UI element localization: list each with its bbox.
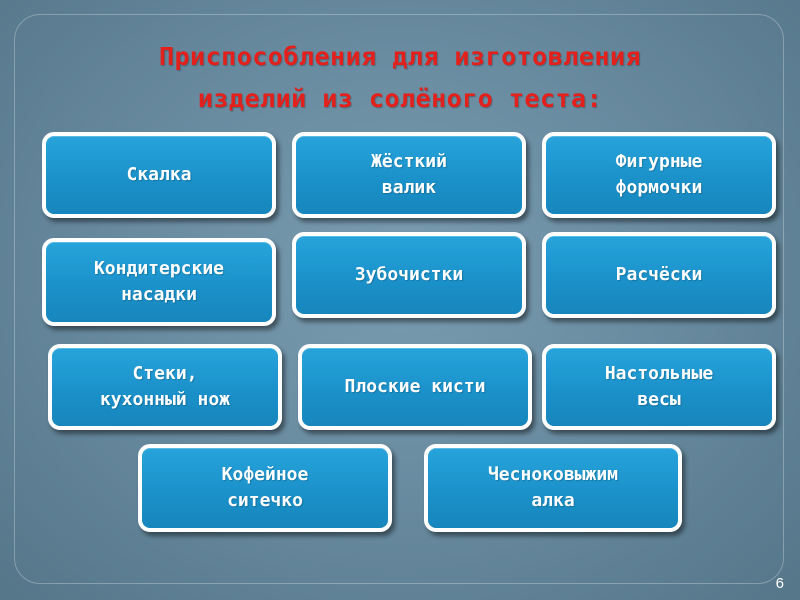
item-box-shaped-molds: Фигурные формочки <box>542 132 776 218</box>
item-box-coffee-strainer: Кофейное ситечко <box>138 444 392 532</box>
item-box-flat-brushes: Плоские кисти <box>298 344 532 430</box>
item-box-hard-roller: Жёсткий валик <box>292 132 526 218</box>
item-box-combs: Расчёски <box>542 232 776 318</box>
page-number: 6 <box>775 575 784 592</box>
item-box-table-scales: Настольные весы <box>542 344 776 430</box>
slide-title-line-2: изделий из солёного теста: <box>197 84 603 113</box>
item-box-toothpicks: Зубочистки <box>292 232 526 318</box>
slide-title-line-1: Приспособления для изготовления <box>158 42 642 71</box>
item-box-garlic-press: Чесноковыжим алка <box>424 444 682 532</box>
item-box-pastry-nozzles: Кондитерские насадки <box>42 238 276 326</box>
slide-title <box>0 36 800 120</box>
item-box-rolling-pin: Скалка <box>42 132 276 218</box>
item-box-stacks-kitchen-knife: Стеки, кухонный нож <box>48 344 282 430</box>
